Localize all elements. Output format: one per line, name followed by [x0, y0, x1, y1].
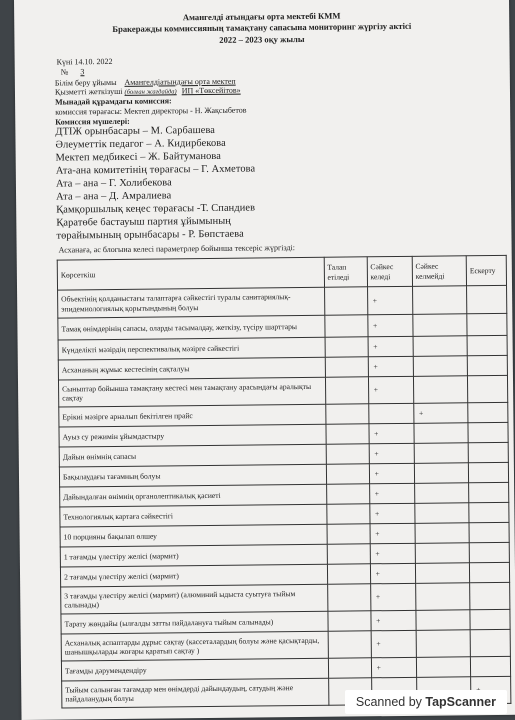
org-value: Амангелдіатындағы орта мектеп — [124, 76, 236, 87]
cell-noncompliant — [414, 463, 469, 484]
cell-compliant: + — [370, 610, 415, 630]
cell-compliant: + — [369, 443, 414, 463]
cell-noncompliant — [415, 563, 470, 584]
org-prefix: Білім беру ұйымы — [54, 77, 117, 88]
cell-required — [326, 464, 369, 484]
cell-required — [324, 287, 367, 315]
cell-note — [470, 629, 510, 656]
cell-note — [467, 355, 507, 375]
cell-note — [468, 442, 508, 462]
member-line: Ата – ана – Г. Холибекова — [55, 177, 172, 190]
cell-note — [469, 502, 509, 522]
cell-compliant: + — [370, 563, 415, 583]
service-value: ИП «Төксейітов» — [181, 85, 241, 96]
cell-noncompliant: + — [413, 403, 468, 424]
cell-compliant: + — [367, 314, 412, 336]
cell-noncompliant — [415, 583, 470, 611]
act-number — [61, 67, 85, 76]
header-note: Ескерту — [466, 255, 506, 285]
member-line: Әлеуметтік педагог – А. Кидирбекова — [55, 137, 226, 151]
row-label: Тыйым салынған тағамдар мен өнімдерді дайындаудың, сатудың және пайдаланудың болуы — [62, 678, 329, 708]
row-label: Бақылаудағы тағамның болуы — [59, 464, 326, 487]
cell-required — [326, 484, 369, 504]
member-line: Қамқоршылық кеңес төрағасы -Т. Спандиев — [56, 202, 256, 216]
cell-required — [327, 544, 370, 564]
cell-required — [325, 404, 368, 424]
member-line: Мектеп медбикесі – Ж. Байтуманова — [55, 150, 222, 164]
row-label: Ауыз су режимін ұйымдастыру — [59, 424, 326, 447]
cell-required — [325, 377, 368, 404]
commission-title: Мынадай құрамдағы комиссия: — [55, 96, 172, 107]
cell-noncompliant — [415, 523, 470, 544]
members-title: Комиссия мүшелері: — [55, 116, 130, 127]
number-value: 3 — [80, 67, 85, 77]
cell-noncompliant — [416, 657, 471, 678]
row-label: Сыныптар бойынша тамақтану кестесі мен тамақтану арасындағы аралықты сақтау — [58, 377, 325, 407]
service-prefix: Қызметті жеткізуші — [54, 86, 123, 97]
member-line: төрайымының орынбасары - Р. Бөпстаева — [56, 228, 244, 242]
row-label: 2 тағамды үлестіру желісі (мармит) — [60, 564, 327, 587]
cell-compliant: + — [371, 630, 416, 657]
cell-note — [467, 285, 507, 313]
cell-note — [469, 482, 509, 502]
cell-required — [327, 564, 370, 584]
cell-note — [470, 582, 510, 609]
act-date: Күні 14.10. 2022 — [56, 56, 113, 67]
cell-note — [468, 402, 508, 422]
cell-note — [467, 335, 507, 355]
cell-note — [470, 656, 510, 676]
row-label: Ерікиі мәзірге арналып бекітілген прайс — [59, 404, 326, 427]
row-label: Тағамды дәрумендендіру — [61, 658, 328, 681]
cell-required — [324, 315, 367, 337]
header-required: Талап етіледі — [324, 257, 367, 287]
scanner-prefix: Scanned by — [355, 695, 426, 709]
table-header-row — [57, 255, 506, 290]
cell-required — [325, 424, 368, 444]
cell-noncompliant — [416, 630, 471, 658]
row-label: Технологиялық картаға сәйкестігі — [60, 504, 327, 527]
cell-noncompliant — [412, 286, 467, 315]
cell-required — [327, 611, 370, 631]
cell-compliant: + — [369, 423, 414, 443]
cell-note — [470, 609, 510, 629]
cell-note — [468, 422, 508, 442]
school-name: Амангелді атындағы орта мектебі КММ — [182, 10, 341, 23]
cell-required — [326, 504, 369, 524]
row-label: Дайын өнімнің сапасы — [59, 444, 326, 467]
row-label: Тарату жөндайы (ылғалды затты пайдалануға тыйым салынады) — [61, 611, 328, 634]
cell-compliant: + — [371, 657, 416, 677]
row-label: 1 тағамды үлестіру желісі (мармит) — [60, 544, 327, 567]
cell-compliant: + — [369, 503, 414, 523]
inspection-intro: Асханаға, ас блогына келесі параметрлер бойынша тексеріс жүргізді: — [58, 243, 296, 255]
cell-compliant: + — [370, 583, 415, 610]
cell-required — [325, 357, 368, 377]
cell-noncompliant — [414, 443, 469, 464]
member-line: Ата – ана – Д. Амралиева — [56, 190, 172, 203]
member-line: ДТІЖ орынбасары – М. Сарбашева — [55, 124, 216, 138]
cell-required — [327, 524, 370, 544]
cell-noncompliant — [414, 483, 469, 504]
cell-noncompliant — [412, 314, 467, 337]
cell-compliant — [368, 403, 413, 423]
cell-compliant: + — [368, 376, 413, 403]
inspection-table — [57, 255, 512, 709]
scanner-brand: TapScanner — [425, 695, 496, 709]
service-hint: (болған жағдайда) — [124, 88, 177, 96]
cell-compliant: + — [370, 523, 415, 543]
header-compliant: Сәйкес келеді — [367, 256, 412, 286]
cell-note — [468, 462, 508, 482]
act-title: Бракеражды коммиссияның тамақтану сапасына мониторинг жүргізу актісі — [112, 20, 412, 34]
commission-chair: комиссия төрағасы: Мектеп директоры - Н. Жақсыбетов — [55, 105, 247, 117]
cell-compliant: + — [370, 543, 415, 563]
cell-noncompliant — [416, 610, 471, 631]
header-indicator: Көрсеткіш — [57, 257, 324, 290]
scanner-watermark — [345, 690, 507, 714]
cell-noncompliant — [413, 376, 468, 404]
header-noncompliant: Сәйкес келмейді — [412, 256, 467, 287]
cell-required — [328, 658, 371, 678]
cell-compliant: + — [368, 336, 413, 356]
cell-required — [327, 584, 370, 611]
cell-compliant: + — [369, 483, 414, 503]
document-page — [14, 0, 515, 720]
cell-noncompliant — [414, 423, 469, 444]
cell-required — [326, 444, 369, 464]
member-line: Ата-ана комитетінің төрағасы – Г. Ахметова — [55, 163, 256, 177]
row-label: 10 порцияны бақылап өлшеу — [60, 524, 327, 547]
cell-compliant: + — [369, 463, 414, 483]
number-label: № — [60, 67, 69, 77]
row-label: Объектінің қолданыстағы талаптарға сәйкестігі туралы санитариялық-эпидемиологиялық қорытындының болуы — [58, 287, 325, 318]
cell-required — [325, 337, 368, 357]
cell-note — [467, 313, 507, 335]
cell-noncompliant — [415, 543, 470, 564]
cell-note — [469, 522, 509, 542]
row-label: Асханалық аспаптарды дұрыс сақтау (кассеталардың болуы және қасықтарды, шанышқыларды жоғары қаратып сақтау ) — [61, 631, 328, 661]
academic-year: 2022 – 2023 оқу жылы — [219, 33, 305, 45]
cell-note — [469, 542, 509, 562]
cell-noncompliant — [413, 336, 468, 357]
cell-required — [328, 631, 371, 658]
cell-note — [467, 375, 507, 402]
member-line: Қаратөбе бастауыш партия ұйымының — [56, 215, 232, 229]
cell-compliant: + — [367, 286, 412, 314]
cell-noncompliant — [413, 356, 468, 377]
cell-noncompliant — [414, 503, 469, 524]
row-label: 3 тағамды үлестіру желісі (мармит) (алюминий ыдыста суытуға тыйым салынады) — [61, 584, 328, 614]
row-label: Дайындалған өнімнің органолептикалық қасиеті — [60, 484, 327, 507]
row-label: Күнделікті мәзірдің перспективалық мәзірге сәйкестігі — [58, 337, 325, 360]
cell-compliant: + — [368, 356, 413, 376]
cell-note — [469, 562, 509, 582]
row-label: Тамақ өнімдерінің сапасы, оларды тасымалдау, жеткізу, түсіру шарттары — [58, 315, 325, 340]
service-provider-line — [55, 86, 241, 97]
row-label: Асхананың жұмыс кестесінің сақталуы — [58, 357, 325, 380]
